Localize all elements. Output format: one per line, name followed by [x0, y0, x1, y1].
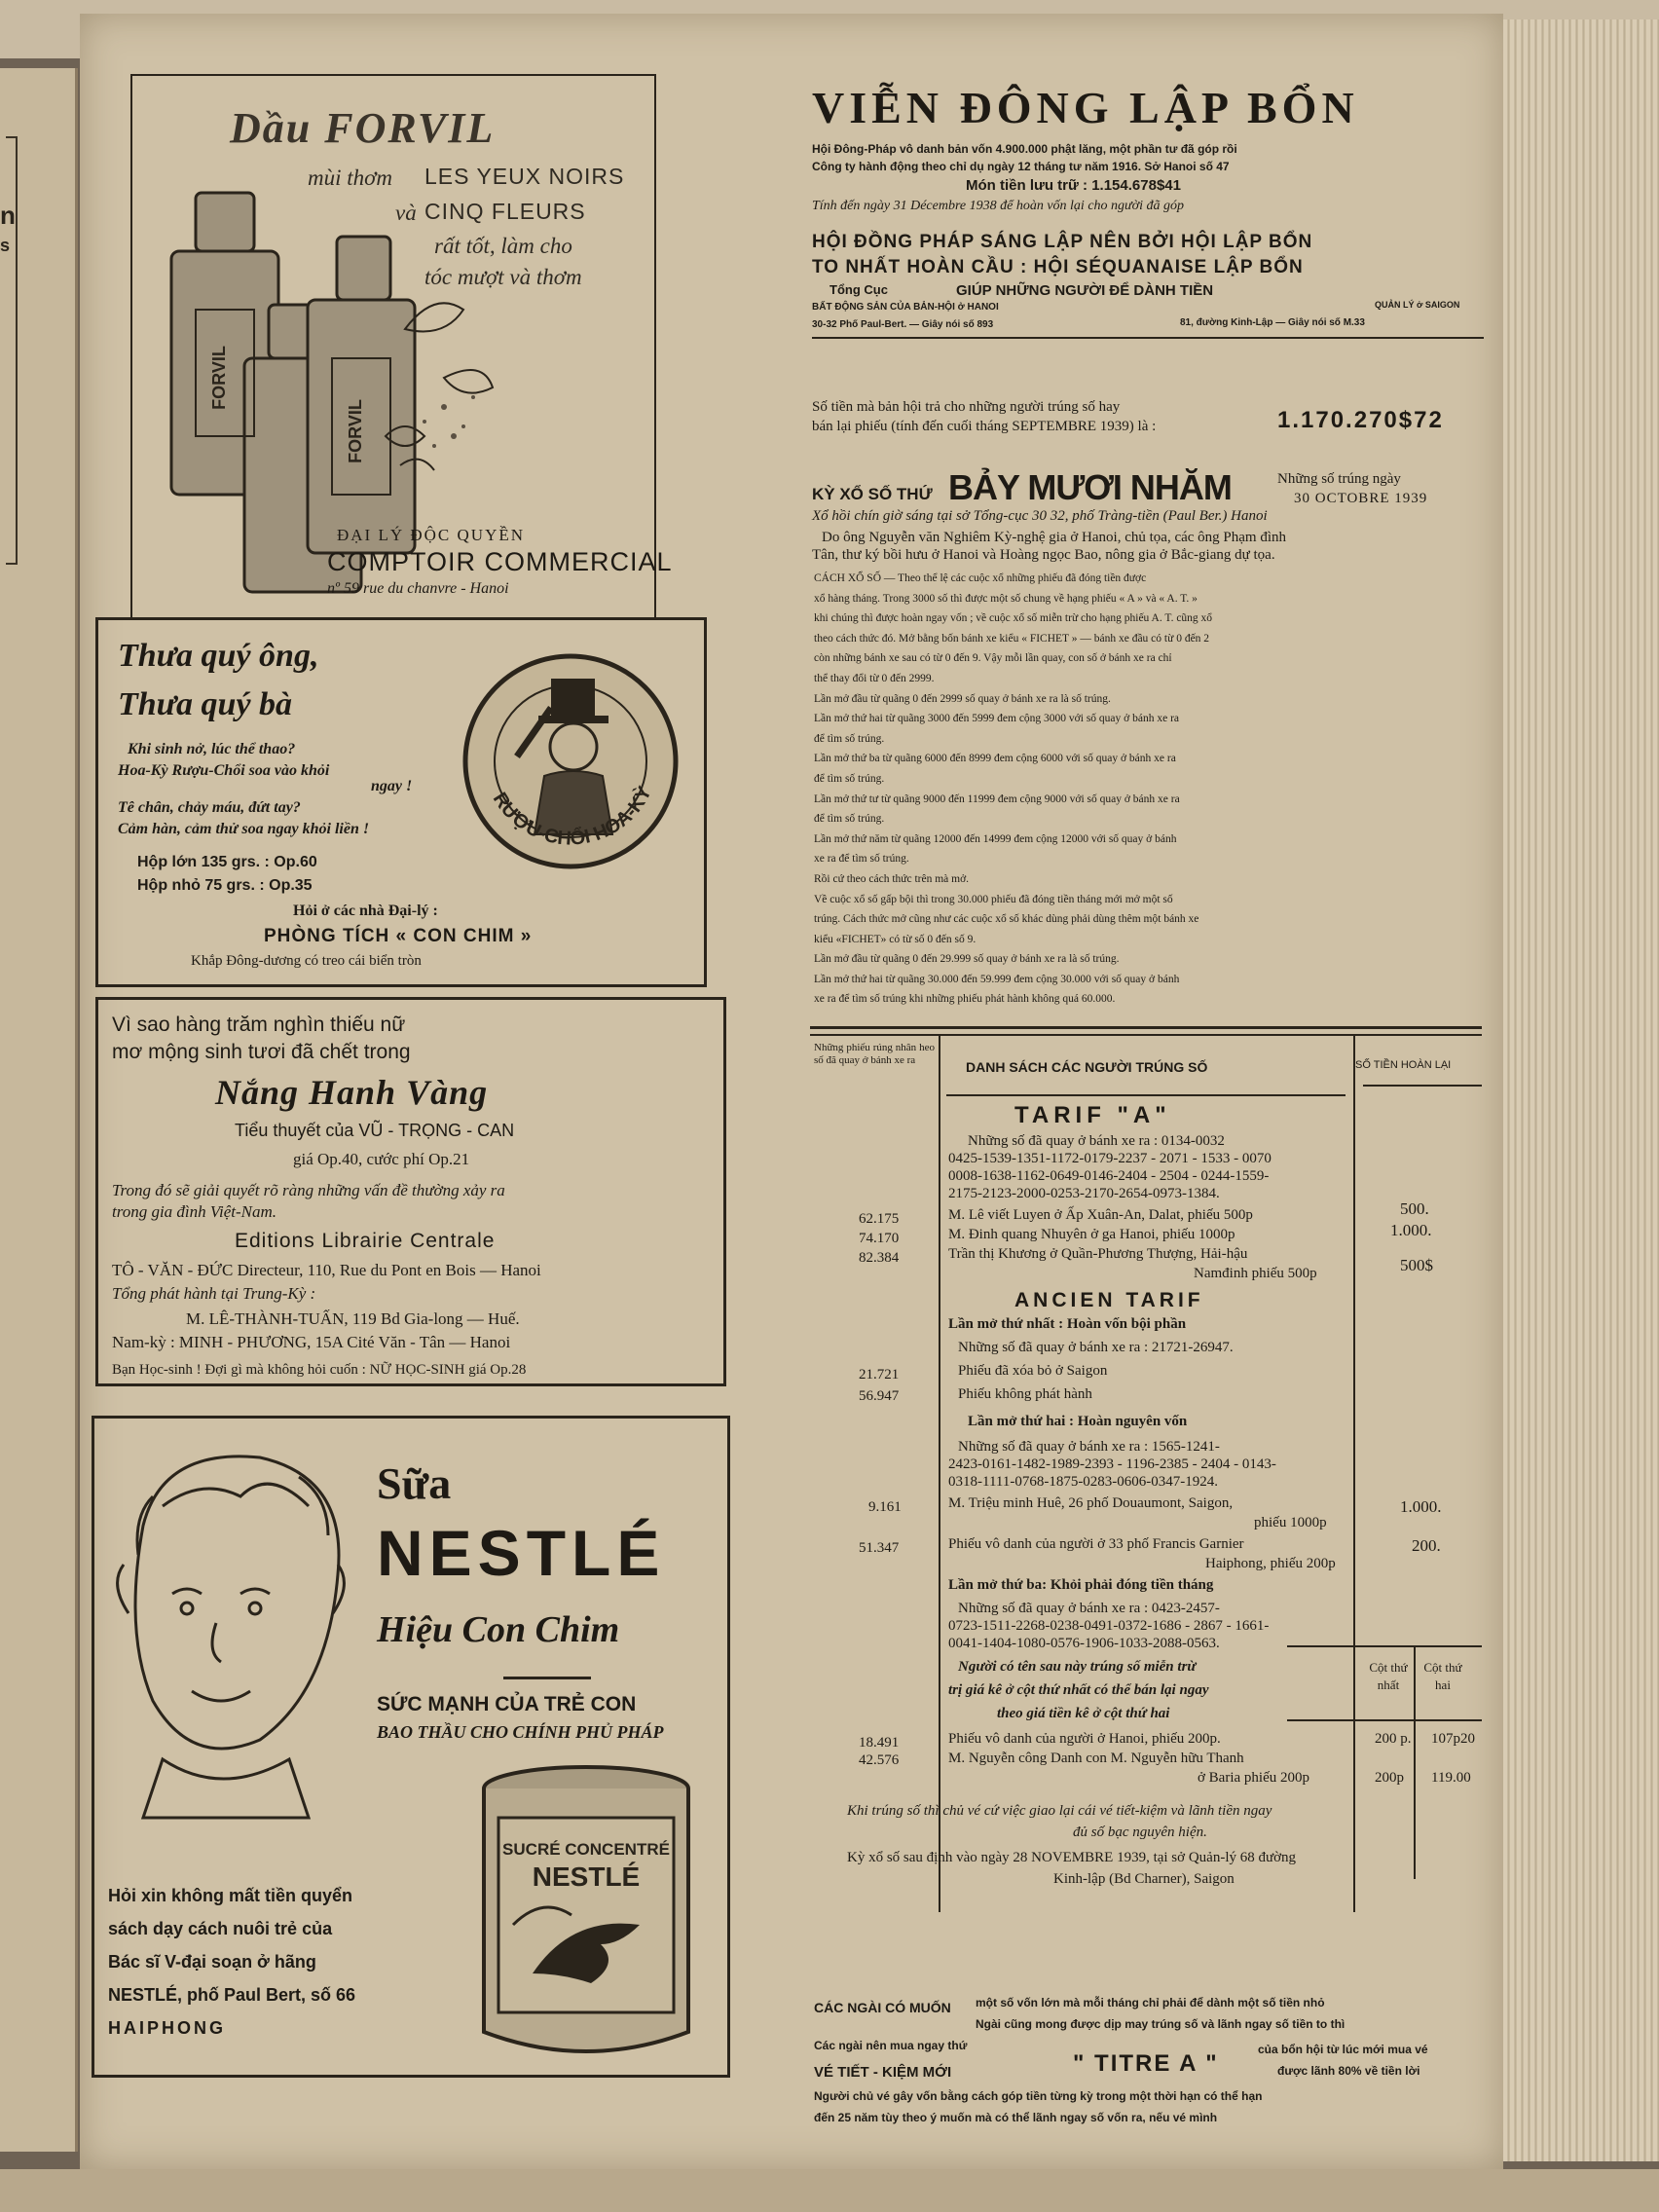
nestle-rule	[503, 1677, 591, 1679]
vd-footer-5: Người chủ vé gây vốn bằng cách góp tiền từng kỳ trong một thời hạn có thể hạn	[814, 2089, 1263, 2103]
vd-col-header-bottom	[1287, 1719, 1482, 1721]
nang-trung-label: Tổng phát hành tại Trung-Kỳ :	[112, 1284, 316, 1303]
rule-line: khi chúng thì được hoàn ngay vốn ; về cuộc xổ số miễn trừ cho hạng phiếu A. T. cũng xổ	[814, 612, 1213, 625]
vd-th-list: DANH SÁCH CÁC NGƯỜI TRÚNG SỐ	[966, 1059, 1208, 1075]
ruou-q2: Hoa-Kỳ Rượu-Chổi soa vào khỏi	[118, 762, 330, 779]
forvil-line2a: và	[395, 201, 417, 225]
ruou-heading-1: Thưa quý ông,	[118, 638, 319, 674]
nang-line1: Vì sao hàng trăm nghìn thiếu nữ	[112, 1014, 406, 1036]
vd-w2-number: 74.170	[859, 1231, 900, 1246]
rule-line: xe ra để tìm số trúng khi những phiếu phát hành không quá 60.000.	[814, 993, 1116, 1006]
nestle-sua: Sữa	[377, 1458, 452, 1508]
vd-c1-col2: 107p20	[1431, 1731, 1475, 1747]
vd-end-1: Khi trúng số thì chủ vé cứ việc giao lại cái vé tiết-kiệm và lãnh tiền ngay	[847, 1803, 1272, 1819]
nang-desc2: trong gia đình Việt-Nam.	[112, 1202, 277, 1221]
nestle-bottom-2: sách dạy cách nuôi trẻ của	[108, 1919, 333, 1938]
left-fragment-2: s	[0, 236, 11, 255]
vd-w2-amount: 1.000.	[1390, 1221, 1432, 1239]
vd-c2-text-2: ở Baria phiếu 200p	[1198, 1770, 1309, 1786]
nestle-bottom-4: NESTLÉ, phố Paul Bert, số 66	[108, 1985, 356, 2005]
rule-line: để tìm số trúng.	[814, 732, 885, 745]
vd-tarif-a: TARIF "A"	[1014, 1102, 1171, 1128]
vd-xo-hoi: Xổ hồi chín giờ sáng tại sở Tổng-cục 30 32, phố Tràng-tiền (Paul Ber.) Hanoi	[812, 508, 1268, 524]
vd-sotien-2: bán lại phiếu (tính đến cuối tháng SEPTEMBRE 1939) là :	[812, 419, 1157, 434]
vd-end-3: Kỳ xổ số sau định vào ngày 28 NOVEMBRE 1939, tại sở Quản-lý 68 đường	[847, 1850, 1297, 1865]
vd-paul-bert: 30-32 Phố Paul-Bert. — Giây nói số 893	[812, 319, 994, 330]
vd-tong-cuc: Tổng Cục	[830, 282, 888, 297]
forvil-ad	[130, 74, 673, 619]
vd-do-1: Do ông Nguyễn văn Nghiêm Kỳ-nghệ gia ở Hanoi, chủ tọa, các ông Phạm đình	[822, 530, 1286, 545]
rule-line: Lần mở đầu từ quãng 0 đến 2999 số quay ở bánh xe ra là số trúng.	[814, 692, 1111, 705]
vd-b2: TO NHẤT HOÀN CẦU : HỘI SÉQUANAISE LẬP BỔN	[812, 257, 1304, 277]
vd-ta-2: 0425-1539-1351-1172-0179-2237 - 2071 - 1533 - 0070	[948, 1151, 1272, 1166]
nestle-ad	[92, 1416, 730, 2078]
ruou-q1: Khi sinh nở, lúc thể thao?	[128, 741, 296, 757]
vd-p3: Món tiền lưu trữ : 1.154.678$41	[966, 177, 1181, 194]
vd-w3-name-2: Namđinh phiếu 500p	[1194, 1266, 1317, 1281]
ruou-heading-2: Thưa quý bà	[118, 686, 293, 722]
nang-editions: Editions Librairie Centrale	[235, 1230, 496, 1252]
vd-note-3: theo giá tiền kê ở cột thứ hai	[997, 1706, 1170, 1721]
vd-sotien-value: 1.170.270$72	[1277, 407, 1444, 433]
vd-w1-number: 62.175	[859, 1211, 900, 1227]
nang-desc1: Trong đó sẽ giải quyết rõ ràng những vấn đề thường xảy ra	[112, 1181, 505, 1199]
nestle-bao-thau: BAO THẦU CHO CHÍNH PHỦ PHÁP	[377, 1722, 664, 1742]
vd-b1-number: 9.161	[868, 1499, 902, 1515]
rule-line: xổ hàng tháng. Trong 3000 số thì được một số chung về hạng phiếu « A » và « A. T. »	[814, 592, 1198, 605]
vd-note-1: Người có tên sau này trúng số miễn trừ	[958, 1659, 1197, 1675]
vd-do-2: Tân, thư ký bồi hưu ở Hanoi và Hoàng ngọc Bao, nông gia ở Bắc-giang dự tọa.	[812, 547, 1275, 563]
forvil-company: COMPTOIR COMMERCIAL	[327, 547, 673, 576]
nang-price: giá Op.40, cước phí Op.21	[293, 1150, 470, 1168]
nang-line2: mơ mộng sinh tươi đã chết trong	[112, 1041, 411, 1063]
left-fragment-1: n	[0, 201, 16, 230]
vd-ky-date: 30 OCTOBRE 1939	[1294, 491, 1428, 506]
vien-dong-lap-bon-section	[732, 53, 1492, 2156]
nestle-bottom-3: Bác sĩ V-đại soạn ở hãng	[108, 1952, 316, 1972]
rule-line: Lần mở thứ hai từ quãng 3000 đến 5999 đem cộng 3000 với số quay ở bánh xe ra	[814, 713, 1180, 725]
vd-b1-amount: 1.000.	[1400, 1497, 1442, 1516]
ruou-seal-text: RƯỢU-CHỔI HOA-KỲ	[488, 783, 656, 850]
vd-w2-name: M. Đinh quang Nhuyên ở ga Hanoi, phiếu 1000p	[948, 1227, 1235, 1242]
nestle-can-illustration	[474, 1759, 698, 2061]
vd-th-numbers: Những phiếu rúng nhân heo số đã quay ở bánh xe ra	[814, 1042, 935, 1066]
rule-line: để tìm số trúng.	[814, 772, 885, 785]
vd-a1-text: Phiếu đã xóa bỏ ở Saigon	[958, 1363, 1108, 1379]
ruou-shop: PHÒNG TÍCH « CON CHIM »	[264, 926, 533, 946]
vd-w1-amount: 500.	[1400, 1199, 1429, 1218]
child-portrait-illustration	[104, 1438, 367, 1827]
vd-footer-3b: của bổn hội từ lúc mới mua vé	[1258, 2043, 1428, 2056]
nestle-bottom-5: HAIPHONG	[108, 2018, 227, 2038]
ruou-q4: Cảm hàn, cảm thử soa ngay khỏi liền !	[118, 821, 370, 837]
rule-line: Lần mở đầu từ quãng 0 đến 29.999 số quay ở bánh xe ra là số trúng.	[814, 953, 1120, 966]
vd-bds: BẤT ĐỘNG SẢN CỦA BẢN-HỘI ở HANOI	[812, 302, 999, 313]
ruou-seal-emblem	[459, 649, 682, 873]
rule-line: kiểu «FICHET» có từ số 0 đến số 9.	[814, 933, 977, 945]
ruou-choi-ad	[95, 617, 707, 987]
vd-footer-3: Các ngài nên mua ngay thứ	[814, 2039, 968, 2052]
vd-lan3-n3: 0041-1404-1080-0576-1906-1033-2088-0563.	[948, 1636, 1220, 1651]
vd-b1: HỘI ĐỒNG PHÁP SÁNG LẬP NÊN BỞI HỘI LẬP BỔN	[812, 232, 1313, 252]
book-bottom-edge	[0, 2169, 1659, 2212]
rule-line: Lần mở thứ ba từ quãng 6000 đến 8999 đem cộng 6000 với số quay ở bánh xe ra	[814, 753, 1176, 765]
vd-lan2-n1: Những số đã quay ở bánh xe ra : 1565-1241-	[958, 1439, 1220, 1455]
vd-b2-amount: 200.	[1412, 1536, 1441, 1555]
vd-c1-text: Phiếu vô danh của người ở Hanoi, phiếu 200p.	[948, 1731, 1221, 1747]
forvil-line1a: mùi thơm	[308, 166, 393, 190]
vd-ancien-tarif: ANCIEN TARIF	[1014, 1289, 1204, 1311]
vd-c2-col1: 200p	[1375, 1770, 1404, 1786]
vd-lan2-n3: 0318-1111-0768-1875-0283-0606-0347-1924.	[948, 1474, 1219, 1490]
vd-table-col-line-1	[939, 1036, 940, 1912]
nang-footer: Bạn Học-sinh ! Đợi gì mà không hỏi cuốn : NỮ HỌC-SINH giá Op.28	[112, 1362, 527, 1378]
vd-col-divider	[1414, 1645, 1416, 1879]
nang-trung-address: M. LÊ-THÀNH-TUẤN, 119 Bd Gia-long — Huế.	[186, 1309, 520, 1328]
vd-b2-number: 51.347	[859, 1540, 900, 1556]
nang-hanh-vang-ad	[95, 997, 726, 1386]
vd-a2-text: Phiếu không phát hành	[958, 1386, 1092, 1402]
vd-col2-header: Cột thứ hai	[1423, 1660, 1462, 1692]
forvil-agent-label: ĐẠI LÝ ĐỘC QUYỀN	[337, 526, 526, 544]
vd-table-header-rule-2	[1363, 1085, 1482, 1087]
nestle-bottom-1: Hỏi xin không mất tiền quyển	[108, 1886, 353, 1905]
ruou-price-small: Hộp nhỏ 75 grs. : Op.35	[137, 877, 313, 894]
vd-ky-number: BẢY MƯƠI NHĂM	[948, 467, 1232, 507]
vd-w3-name: Trần thị Khương ở Quần-Phương Thượng, Hải-hậu	[948, 1246, 1248, 1262]
vd-c1-col1: 200 p.	[1375, 1731, 1412, 1747]
ruou-q3: Tê chân, chảy máu, đứt tay?	[118, 799, 301, 816]
vd-c2-col2: 119.00	[1431, 1770, 1471, 1786]
page-stack-edges	[1490, 19, 1659, 2161]
vd-ky-note: Những số trúng ngày	[1277, 471, 1401, 487]
rule-line: trúng. Cách thức mở cũng như các cuộc xổ số khác dùng phải dùng thêm một bánh xe	[814, 913, 1199, 926]
vd-table-top-rule-2	[810, 1034, 1482, 1036]
vd-c2-number: 42.576	[859, 1752, 900, 1768]
vd-rules-list	[814, 569, 1486, 1010]
vd-a2-number: 56.947	[859, 1388, 900, 1404]
rule-line: xe ra để tìm số trúng.	[814, 853, 909, 866]
vd-kinh-lap: 81, đường Kinh-Lập — Giây nói số M.33	[1180, 317, 1365, 328]
vd-giup: GIÚP NHỮNG NGƯỜI ĐỂ DÀNH TIỀN	[956, 282, 1214, 299]
vd-th-amount: SỐ TIỀN HOÀN LẠI	[1355, 1059, 1452, 1071]
vd-ta-1: Những số đã quay ở bánh xe ra : 0134-0032	[968, 1133, 1225, 1149]
rule-line: CÁCH XỔ SỐ — Theo thể lệ các cuộc xổ những phiếu đã đóng tiền được	[814, 572, 1147, 584]
ruou-price-large: Hộp lớn 135 grs. : Op.60	[137, 854, 317, 870]
vd-p1: Hội Đông-Pháp vô danh bản vốn 4.900.000 phật lăng, một phần tư đã góp rồi	[812, 142, 1237, 156]
forvil-line2b: CINQ FLEURS	[424, 199, 586, 224]
vd-p2: Công ty hành động theo chỉ dụ ngày 12 tháng tư năm 1916. Sở Hanoi số 47	[812, 160, 1230, 173]
ruou-sign-note: Khắp Đông-dương có treo cái biển tròn	[191, 953, 422, 969]
nestle-can-sucre: SUCRÉ CONCENTRÉ	[502, 1840, 670, 1859]
forvil-bottle-label-2: FORVIL	[346, 399, 365, 463]
vd-lan3: Lần mở thứ ba: Khỏi phải đóng tiền tháng	[948, 1577, 1214, 1593]
vd-rules-block	[814, 569, 1486, 1010]
forvil-brand: Dầu FORVIL	[230, 104, 496, 152]
ruou-ask: Hỏi ở các nhà Đại-lý :	[293, 903, 438, 919]
rule-line: Lần mở thứ hai từ quãng 30.000 đến 59.999 đem cộng 30.000 với số quay ở bánh	[814, 973, 1180, 985]
forvil-line1b: LES YEUX NOIRS	[424, 164, 625, 189]
vd-note-2: trị giá kê ở cột thứ nhất có thể bán lại ngay	[948, 1682, 1209, 1698]
vd-divider-1	[812, 337, 1484, 339]
vd-end-4: Kinh-lập (Bd Charner), Saigon	[1053, 1871, 1235, 1887]
vd-c2-text: M. Nguyễn công Danh con M. Nguyễn hữu Thanh	[948, 1751, 1244, 1766]
vd-lan2: Lần mở thứ hai : Hoàn nguyên vốn	[968, 1414, 1188, 1429]
vd-w3-amount: 500$	[1400, 1256, 1433, 1274]
vd-col1-header: Cột thứ nhất	[1369, 1660, 1408, 1692]
vd-footer-2: Ngài cũng mong được dịp may trúng số và lãnh ngay số tiền to thì	[976, 2017, 1346, 2031]
vd-quan-ly: QUẢN LÝ ở SAIGON	[1375, 300, 1460, 310]
vd-c1-number: 18.491	[859, 1735, 900, 1751]
vd-title: VIỄN ĐÔNG LẬP BỔN	[812, 83, 1359, 132]
forvil-line3: rất tốt, làm cho	[434, 234, 572, 258]
vd-footer-1a: CÁC NGÀI CÓ MUỐN	[814, 2000, 951, 2015]
rule-line: theo cách thức đó. Mở bằng bốn bánh xe kiểu « FICHET » — bánh xe đầu có từ 0 đến 2	[814, 632, 1210, 645]
vd-lan3-n1: Những số đã quay ở bánh xe ra : 0423-2457-	[958, 1601, 1220, 1616]
vd-lan3-n2: 0723-1511-2268-0238-0491-0372-1686 - 2867 - 1661-	[948, 1618, 1270, 1634]
forvil-line4: tóc mượt và thơm	[424, 265, 582, 289]
rule-line: Rồi cứ theo cách thức trên mà mở.	[814, 872, 970, 885]
vd-b1-text-2: phiếu 1000p	[1254, 1515, 1327, 1530]
rule-line: để tìm số trúng.	[814, 813, 885, 826]
vd-lan2-n2: 2423-0161-1482-1989-2393 - 1196-2385 - 2404 - 0143-	[948, 1456, 1276, 1472]
nestle-can-brand: NESTLÉ	[532, 1862, 641, 1892]
ruou-q2b: ngay !	[371, 778, 413, 794]
rule-line: Về cuộc xổ số gấp bội thì trong 30.000 phiếu đã đóng tiền tháng mới mở một số	[814, 893, 1173, 905]
nestle-brand: NESTLÉ	[377, 1517, 666, 1589]
vd-sotien-1: Số tiền mà bản hội trả cho những người trúng số hay	[812, 399, 1121, 415]
vd-col-header-top	[1287, 1645, 1482, 1647]
vd-table-header-rule	[946, 1094, 1346, 1096]
left-page-edge	[0, 68, 78, 2152]
newspaper-page	[80, 14, 1503, 2169]
vd-lan1-nums: Những số đã quay ở bánh xe ra : 21721-26947.	[958, 1340, 1234, 1355]
rule-line: Lần mở thứ năm từ quãng 12000 đến 14999 đem cộng 12000 với số quay ở bánh	[814, 832, 1177, 845]
nang-title: Nắng Hanh Vàng	[215, 1073, 489, 1112]
vd-ta-4: 2175-2123-2000-0253-2170-2654-0973-1384.	[948, 1186, 1220, 1201]
vd-footer-4c: được lãnh 80% về tiền lời	[1277, 2064, 1420, 2078]
vd-footer-1b: một số vốn lớn mà mỗi tháng chỉ phải để dành một số tiền nhỏ	[976, 1996, 1325, 2009]
vd-w1-name: M. Lê viết Luyen ở Ấp Xuân-An, Dalat, phiếu 500p	[948, 1207, 1253, 1223]
vd-footer-6: đến 25 năm tùy theo ý muốn mà có thể lãnh ngay số vốn ra, nếu vé mình	[814, 2111, 1218, 2124]
vd-a1-number: 21.721	[859, 1367, 900, 1382]
rule-line: còn những bánh xe sau có từ 0 đến 9. Vậy mỗi lần quay, con số ở bánh xe ra chỉ	[814, 652, 1172, 665]
vd-table-top-rule	[810, 1026, 1482, 1029]
forvil-address: nº 59 rue du chanvre - Hanoi	[327, 580, 509, 597]
rule-line: thể thay đổi từ 0 đến 2999.	[814, 672, 935, 684]
nang-author: Tiểu thuyết của VŨ - TRỌNG - CAN	[235, 1121, 515, 1140]
forvil-bottle-label: FORVIL	[209, 346, 229, 410]
vd-footer-4a: VÉ TIẾT - KIỆM MỚI	[814, 2064, 952, 2081]
vd-table-col-line-2	[1353, 1036, 1355, 1912]
vd-end-2: đủ số bạc nguyên hiện.	[1073, 1825, 1207, 1840]
vd-footer-4b: " TITRE A "	[1073, 2050, 1219, 2077]
rule-line: Lần mở thứ tư từ quãng 9000 đến 11999 đem cộng 9000 với số quay ở bánh xe ra	[814, 793, 1180, 805]
vd-b2-text: Phiếu vô danh của người ở 33 phố Francis Garnier	[948, 1536, 1244, 1552]
vd-ky-label: KỲ XỔ SỐ THỨ	[812, 485, 933, 503]
vd-ta-3: 0008-1638-1162-0649-0146-2404 - 2504 - 0244-1559-	[948, 1168, 1270, 1184]
nestle-suc-manh: SỨC MẠNH CỦA TRẺ CON	[377, 1693, 637, 1715]
vd-b2-text-2: Haiphong, phiếu 200p	[1205, 1556, 1336, 1571]
vd-w3-number: 82.384	[859, 1250, 900, 1266]
nestle-hieu-con-chim: Hiệu Con Chim	[377, 1609, 620, 1650]
vd-p4: Tính đến ngày 31 Décembre 1938 để hoàn vốn lại cho người đã góp	[812, 199, 1185, 213]
nang-director: TÔ - VĂN - ĐỨC Directeur, 110, Rue du Pont en Bois — Hanoi	[112, 1261, 541, 1279]
nang-nam-address: Nam-kỳ : MINH - PHƯƠNG, 15A Cité Văn - Tân — Hanoi	[112, 1333, 511, 1351]
vd-lan1: Lần mở thứ nhất : Hoàn vốn bội phần	[948, 1316, 1187, 1332]
vd-b1-text: M. Triệu minh Huê, 26 phố Douaumont, Saigon,	[948, 1495, 1234, 1511]
